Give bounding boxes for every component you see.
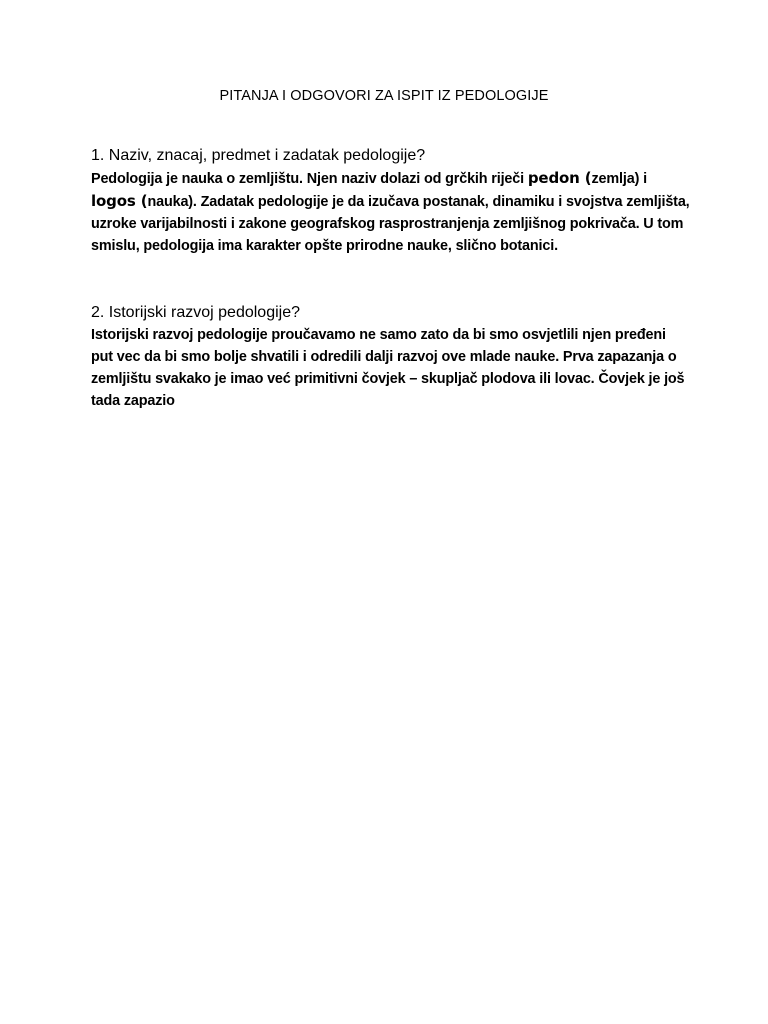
question-2: 2. Istorijski razvoj pedologije? (91, 304, 300, 321)
answer-1 (91, 167, 691, 257)
answer-1-text-part3: nauka). Zadatak pedologije je da izučava postanak, dinamiku i svojstva zemljišta, uzroke varijabilnosti i zakone geografskog rasprostranjenja zemljišnog pokrivača. U tom smislu, pedologija ima karakter opšte prirodne nauke, slično botanici. (91, 194, 690, 254)
answer-1-text-part1: Pedologija je nauka o zemljištu. Njen naziv dolazi od grčkih riječi (91, 171, 528, 187)
term-logos: logos ( (91, 192, 148, 210)
document-title: PITANJA I ODGOVORI ZA ISPIT IZ PEDOLOGIJE (219, 88, 549, 104)
answer-1-text-part2: zemlja) i (591, 171, 647, 187)
section-1 (91, 145, 691, 257)
question-1: 1. Naziv, znacaj, predmet i zadatak pedologije? (91, 147, 426, 164)
section-2 (91, 302, 691, 412)
answer-2: Istorijski razvoj pedologije proučavamo ne samo zato da bi smo osvjetlili njen pređeni put vec da bi smo bolje shvatili i odredili dalji razvoj ove mlade nauke. Prva zapazanja o zemljištu svakako je imao već primitivni čovjek – skupljač plodova ili lovac. Čovjek je još tada zapazio (91, 327, 685, 409)
term-pedon: pedon ( (527, 169, 592, 187)
